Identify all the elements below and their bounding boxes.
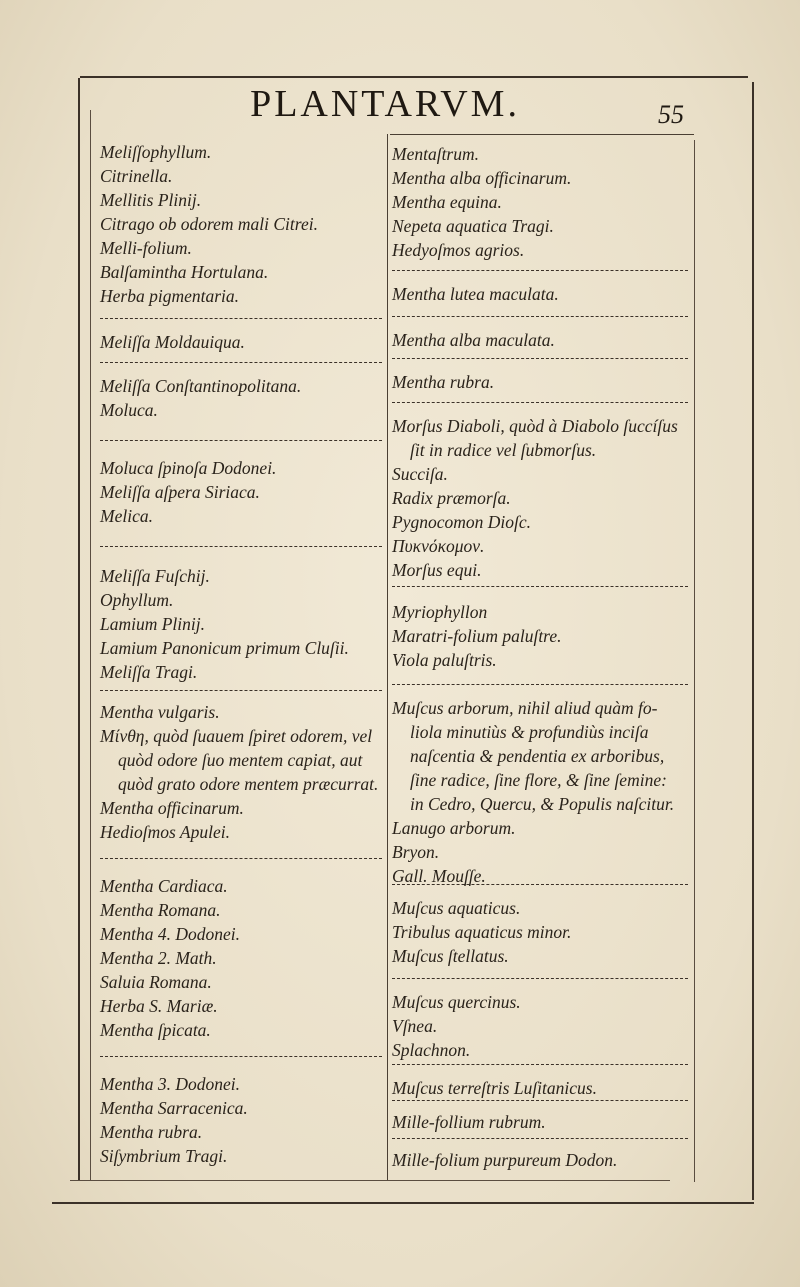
- entry-line: Siſymbrium Tragi.: [100, 1146, 228, 1166]
- entry-separator-rule: [392, 684, 688, 685]
- entry-separator-rule: [100, 858, 382, 859]
- synonym-entry: [392, 1110, 692, 1134]
- entry-separator-rule: [100, 440, 382, 441]
- frame-rule-right: [752, 82, 754, 1200]
- entry-separator-rule: [392, 270, 688, 271]
- entry-separator-rule: [392, 316, 688, 317]
- running-head: PLANTARVM.: [250, 83, 520, 125]
- entry-line: Tribulus aquaticus minor.: [392, 922, 572, 942]
- entry-line: Πυκνόκομον.: [392, 536, 485, 556]
- entry-line: Succiſa.: [392, 464, 448, 484]
- entry-line: Melli-folium.: [100, 238, 192, 258]
- entry-line: in Cedro, Quercu, & Populis naſcitur.: [410, 794, 675, 814]
- synonym-entry: [392, 370, 692, 394]
- entry-line: Mentha 3. Dodonei.: [100, 1074, 240, 1094]
- synonym-entry: [392, 1076, 692, 1100]
- entry-line: Mentha 4. Dodonei.: [100, 924, 240, 944]
- entry-line: Meliſſa Conſtantinopolitana.: [100, 376, 302, 396]
- entry-line: Meliſſa aſpera Siriaca.: [100, 482, 260, 502]
- entry-separator-rule: [100, 318, 382, 319]
- entry-line: Citrago ob odorem mali Citrei.: [100, 214, 318, 234]
- entry-separator-rule: [392, 978, 688, 979]
- synonym-entry: [392, 1148, 692, 1172]
- entry-separator-rule: [392, 884, 688, 885]
- synonym-entry: [100, 374, 386, 422]
- entry-line: Radix præmorſa.: [392, 488, 511, 508]
- entry-line: quòd grato odore mentem præcurrat.: [118, 774, 379, 794]
- entry-separator-rule: [100, 690, 382, 691]
- entry-line: quòd odore ſuo mentem capiat, aut: [118, 750, 363, 770]
- entry-line: Mentha Romana.: [100, 900, 221, 920]
- synonym-entry: [100, 874, 386, 1042]
- entry-line: Mentha Sarracenica.: [100, 1098, 248, 1118]
- entry-separator-rule: [392, 586, 688, 587]
- entry-line: Meliſſa Fuſchij.: [100, 566, 210, 586]
- entry-separator-rule: [392, 402, 688, 403]
- column-divider: [387, 134, 388, 1180]
- frame-rule-left-inner: [90, 110, 91, 1180]
- entry-line: Muſcus arborum, nihil aliud quàm fo-: [392, 698, 658, 718]
- entry-line: Gall. Mouſſe.: [392, 866, 486, 886]
- page-number: 55: [658, 100, 684, 129]
- entry-line: Lanugo arborum.: [392, 818, 516, 838]
- entry-line: Myriophyllon: [392, 602, 488, 622]
- synonym-entry: [392, 142, 692, 262]
- synonym-entry: [392, 328, 692, 352]
- entry-separator-rule: [100, 362, 382, 363]
- synonym-entry: [392, 696, 692, 888]
- entry-line: Mentha officinarum.: [100, 798, 244, 818]
- entry-line: Mentha lutea maculata.: [392, 284, 559, 304]
- entry-line: Melica.: [100, 506, 153, 526]
- frame-rule-bottom: [52, 1202, 754, 1204]
- entry-line: Herba pigmentaria.: [100, 286, 240, 306]
- entry-separator-rule: [100, 546, 382, 547]
- entry-line: Nepeta aquatica Tragi.: [392, 216, 554, 236]
- entry-line: Meliſſophyllum.: [100, 142, 212, 162]
- entry-separator-rule: [392, 358, 688, 359]
- entry-line: Vſnea.: [392, 1016, 438, 1036]
- entry-line: Lamium Plinij.: [100, 614, 206, 634]
- entry-line: Mentaſtrum.: [392, 144, 480, 164]
- synonym-entry: [392, 990, 692, 1062]
- entry-line: Morſus Diaboli, quòd à Diabolo ſuccíſus: [392, 416, 678, 436]
- entry-line: Splachnon.: [392, 1040, 471, 1060]
- frame-rule-top: [80, 76, 748, 78]
- synonym-entry: [392, 414, 692, 582]
- entry-separator-rule: [392, 1064, 688, 1065]
- entry-separator-rule: [392, 1100, 688, 1101]
- synonym-entry: [100, 1072, 386, 1168]
- entry-line: Moluca.: [100, 400, 158, 420]
- synonym-entry: [100, 330, 386, 354]
- entry-line: Herba S. Mariæ.: [100, 996, 218, 1016]
- entry-line: Mentha alba officinarum.: [392, 168, 572, 188]
- entry-line: Ophyllum.: [100, 590, 174, 610]
- entry-line: Mentha equina.: [392, 192, 502, 212]
- header-rule: [390, 134, 694, 135]
- entry-line: Moluca ſpinoſa Dodonei.: [100, 458, 277, 478]
- synonym-entry: [392, 600, 692, 672]
- entry-line: Citrinella.: [100, 166, 173, 186]
- entry-line: liola minutiùs & profundiùs inciſa: [410, 722, 649, 742]
- entry-line: Pygnocomon Dioſc.: [392, 512, 531, 532]
- entry-line: Saluia Romana.: [100, 972, 212, 992]
- frame-rule-right-inner: [694, 140, 695, 1182]
- entry-line: Morſus equi.: [392, 560, 482, 580]
- entry-line: Meliſſa Tragi.: [100, 662, 198, 682]
- entry-separator-rule: [100, 1056, 382, 1057]
- entry-line: Balſaminthа Hortulana.: [100, 262, 269, 282]
- entry-line: naſcentia & pendentia ex arboribus,: [410, 746, 665, 766]
- entry-line: Mentha rubra.: [100, 1122, 203, 1142]
- entry-line: Lamium Panonicum primum Cluſii.: [100, 638, 349, 658]
- entry-line: Mentha ſpicata.: [100, 1020, 211, 1040]
- entry-separator-rule: [392, 1138, 688, 1139]
- entry-line: Meliſſa Moldauiqua.: [100, 332, 245, 352]
- frame-rule-bottom-inner: [70, 1180, 670, 1181]
- entry-line: Muſcus aquaticus.: [392, 898, 521, 918]
- entry-line: Muſcus quercinus.: [392, 992, 521, 1012]
- frame-rule-left: [78, 78, 80, 1180]
- entry-line: ſine radice, ſine flore, & ſine ſemine:: [410, 770, 667, 790]
- entry-line: Hedioſmos Apulei.: [100, 822, 230, 842]
- entry-line: Mentha vulgaris.: [100, 702, 220, 722]
- entry-line: Hedyoſmos agrios.: [392, 240, 525, 260]
- entry-line: Viola paluſtris.: [392, 650, 497, 670]
- entry-line: Muſcus ſtellatus.: [392, 946, 509, 966]
- entry-line: Mellitis Plinij.: [100, 190, 202, 210]
- entry-line: Mille-folium purpureum Dodon.: [392, 1150, 618, 1170]
- entry-line: Muſcus terreſtris Luſitanicus.: [392, 1078, 597, 1098]
- synonym-entry: [100, 564, 386, 684]
- synonym-entry: [100, 456, 386, 528]
- entry-line: Maratri-folium paluſtre.: [392, 626, 562, 646]
- synonym-entry: [100, 700, 386, 844]
- entry-line: Bryon.: [392, 842, 440, 862]
- entry-line: Mentha alba maculata.: [392, 330, 555, 350]
- entry-line: Mille-follium rubrum.: [392, 1112, 546, 1132]
- entry-line: Μίνθη, quòd ſuauem ſpiret odorem, vel: [100, 726, 373, 746]
- entry-line: ſit in radice vel ſubmorſus.: [410, 440, 597, 460]
- entry-line: Mentha Cardiaca.: [100, 876, 228, 896]
- entry-line: Mentha rubra.: [392, 372, 495, 392]
- synonym-entry: [392, 896, 692, 968]
- synonym-entry: [392, 282, 692, 306]
- synonym-entry: [100, 140, 386, 308]
- entry-line: Mentha 2. Math.: [100, 948, 217, 968]
